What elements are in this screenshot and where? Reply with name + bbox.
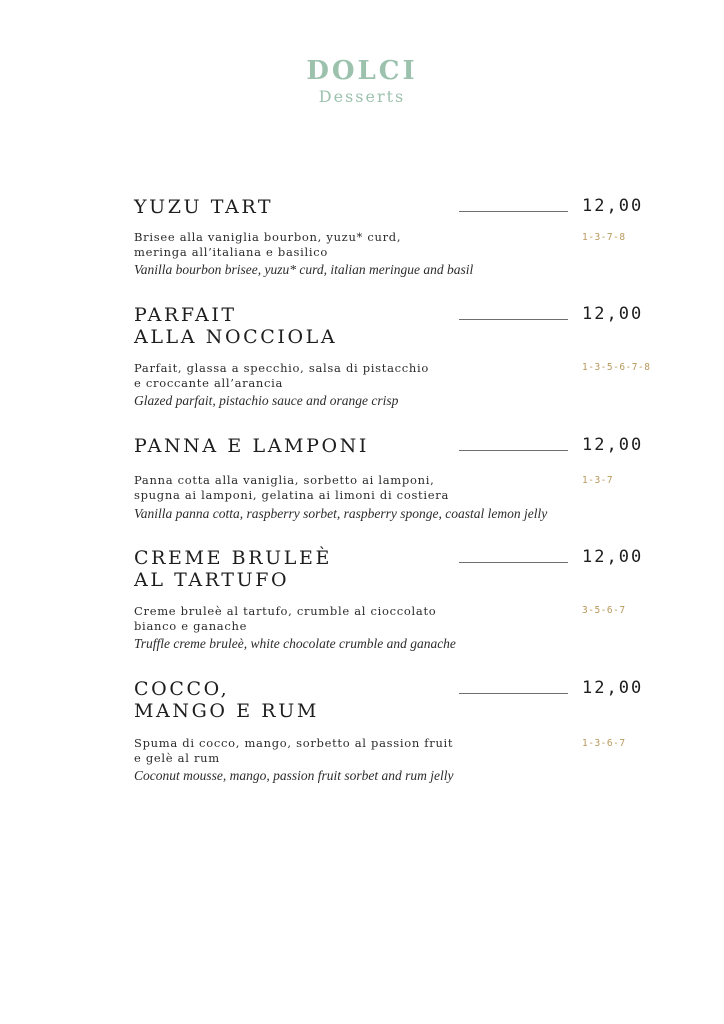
dish-name-line: ALLA NOCCIOLA <box>134 326 338 348</box>
description-line: spugna ai lamponi, gelatina ai limoni di costiera <box>134 488 450 502</box>
dish-description-english: Vanilla bourbon brisee, yuzu* curd, italian meringue and basil <box>134 262 474 277</box>
description-line: e croccante all’arancia <box>134 376 284 390</box>
dish-description-english: Coconut mousse, mango, passion fruit sorbet and rum jelly <box>134 768 454 783</box>
description-line: e gelè al rum <box>134 751 220 765</box>
description-line: Parfait, glassa a specchio, salsa di pistacchio <box>134 361 430 375</box>
page-title: DOLCI <box>306 56 418 86</box>
description-line: Creme bruleè al tartufo, crumble al cioccolato <box>134 604 437 618</box>
dish-name-line: YUZU TART <box>134 196 274 218</box>
allergen-codes: 1-3-7-8 <box>582 232 626 243</box>
dish-price: 12,00 <box>582 304 644 324</box>
dish-name-line: PARFAIT <box>134 304 237 326</box>
dish-name <box>134 678 319 722</box>
price-leader-line <box>459 562 568 563</box>
price-leader-line <box>459 450 568 451</box>
description-line: bianco e ganache <box>134 619 248 633</box>
dish-price: 12,00 <box>582 678 644 698</box>
dish-name-line: AL TARTUFO <box>134 569 290 591</box>
price-leader-line <box>459 319 568 320</box>
description-line: Spuma di cocco, mango, sorbetto al passion fruit <box>134 736 454 750</box>
description-line: Panna cotta alla vaniglia, sorbetto ai lamponi, <box>134 473 435 487</box>
dish-price: 12,00 <box>582 547 644 567</box>
dish-name <box>134 304 337 348</box>
dish-name-line: COCCO, <box>134 678 230 700</box>
dish-description-italian <box>134 736 453 766</box>
dish-name <box>134 547 332 591</box>
menu-header <box>0 56 724 107</box>
allergen-codes: 1-3-6-7 <box>582 738 626 749</box>
dish-name-line: CREME BRULEÈ <box>134 547 332 569</box>
dish-description-english: Glazed parfait, pistachio sauce and orange crisp <box>134 393 399 408</box>
dish-description-english: Vanilla panna cotta, raspberry sorbet, raspberry sponge, coastal lemon jelly <box>134 506 548 521</box>
description-line: Brisee alla vaniglia bourbon, yuzu* curd, <box>134 230 402 244</box>
dish-description-italian <box>134 361 429 391</box>
price-leader-line <box>459 693 568 694</box>
price-leader-line <box>459 211 568 212</box>
allergen-codes: 1-3-5-6-7-8 <box>582 362 651 373</box>
page-subtitle: Desserts <box>318 87 406 106</box>
allergen-codes: 1-3-7 <box>582 475 614 486</box>
dish-name <box>134 435 369 457</box>
allergen-codes: 3-5-6-7 <box>582 605 626 616</box>
dish-name-line: PANNA E LAMPONI <box>134 435 369 457</box>
dish-name <box>134 196 273 218</box>
dish-description-italian <box>134 604 436 634</box>
dish-name-line: MANGO E RUM <box>134 700 319 722</box>
dish-price: 12,00 <box>582 435 644 455</box>
dish-price: 12,00 <box>582 196 644 216</box>
dish-description-italian <box>134 230 401 260</box>
description-line: meringa all’italiana e basilico <box>134 245 328 259</box>
dish-description-italian <box>134 473 449 503</box>
dish-description-english: Truffle creme bruleè, white chocolate crumble and ganache <box>134 636 456 651</box>
